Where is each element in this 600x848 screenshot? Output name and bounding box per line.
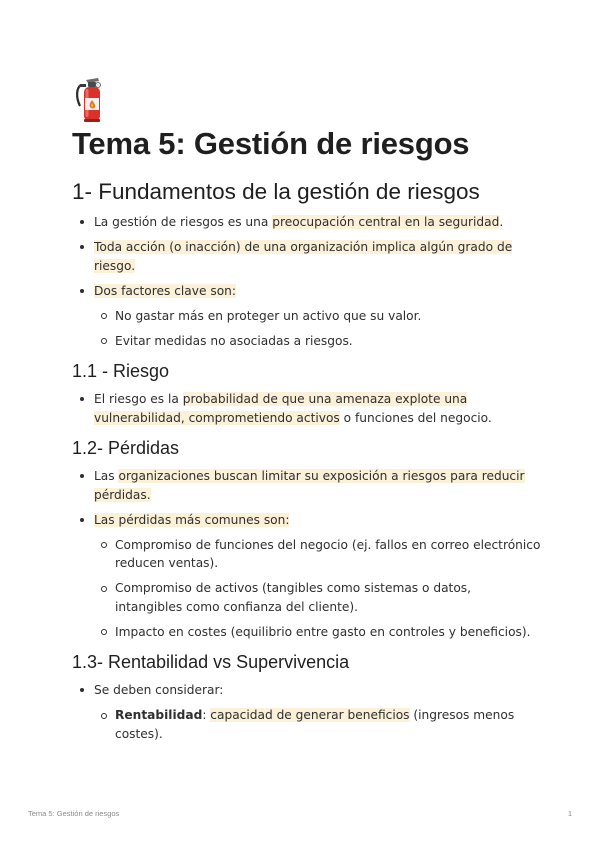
- highlight: capacidad de generar beneficios: [210, 708, 410, 722]
- sub-list-item: Rentabilidad: capacidad de generar beneficios (ingresos menos costes).: [94, 706, 542, 743]
- list-item: Se deben considerar: Rentabilidad: capacidad de generar beneficios (ingresos menos costes).: [72, 681, 542, 743]
- riesgo-list: [72, 390, 542, 427]
- list-item: Las organizaciones buscan limitar su exposición a riesgos para reducir pérdidas.: [72, 467, 542, 504]
- section-heading-fundamentos: 1- Fundamentos de la gestión de riesgos: [72, 179, 480, 204]
- highlight: Toda acción (o inacción) de una organización implica algún grado de riesgo.: [94, 240, 513, 273]
- section-heading-perdidas: 1.2- Pérdidas: [72, 438, 180, 458]
- list-item: El riesgo es la probabilidad de que una amenaza explote una vulnerabilidad, comprometiendo activos o funciones del negocio.: [72, 390, 542, 427]
- sub-list: [94, 536, 542, 642]
- list-item: [72, 238, 542, 275]
- page-number: 1: [567, 809, 572, 818]
- sub-list-item: Evitar medidas no asociadas a riesgos.: [94, 332, 542, 351]
- page-footer: [28, 809, 572, 818]
- list-item: [72, 511, 542, 642]
- highlight: organizaciones buscan limitar su exposición a riesgos para reducir pérdidas.: [94, 469, 525, 502]
- sub-list-item: Impacto en costes (equilibrio entre gasto en controles y beneficios).: [94, 623, 542, 642]
- list-item: [72, 282, 542, 351]
- sub-list: [94, 307, 542, 351]
- highlight: probabilidad de que una amenaza explote una vulnerabilidad, comprometiendo activos: [94, 392, 468, 425]
- highlight: Dos factores clave son:: [94, 283, 237, 298]
- sub-list-item: Compromiso de funciones del negocio (ej. fallos en correo electrónico reducen ventas).: [94, 536, 542, 573]
- page-title: Tema 5: Gestión de riesgos: [72, 126, 470, 161]
- highlight: preocupación central en la seguridad: [272, 215, 500, 229]
- sub-list: [94, 706, 542, 743]
- perdidas-list: [72, 467, 542, 641]
- section-heading-rentabilidad: 1.3- Rentabilidad vs Supervivencia: [72, 652, 350, 672]
- sub-list-item: Compromiso de activos (tangibles como sistemas o datos, intangibles como confianza del cliente).: [94, 579, 542, 616]
- section-heading-riesgo: 1.1 - Riesgo: [72, 361, 170, 381]
- sub-list-item: No gastar más en proteger un activo que su valor.: [94, 307, 542, 326]
- fundamentos-list: [72, 213, 542, 350]
- fire-extinguisher-icon: [72, 76, 112, 124]
- highlight: Las pérdidas más comunes son:: [94, 512, 290, 527]
- document-page: [72, 76, 542, 750]
- rentabilidad-list: [72, 681, 542, 743]
- list-item: La gestión de riesgos es una preocupación central en la seguridad.: [72, 213, 542, 232]
- footer-title: Tema 5: Gestión de riesgos: [28, 809, 120, 818]
